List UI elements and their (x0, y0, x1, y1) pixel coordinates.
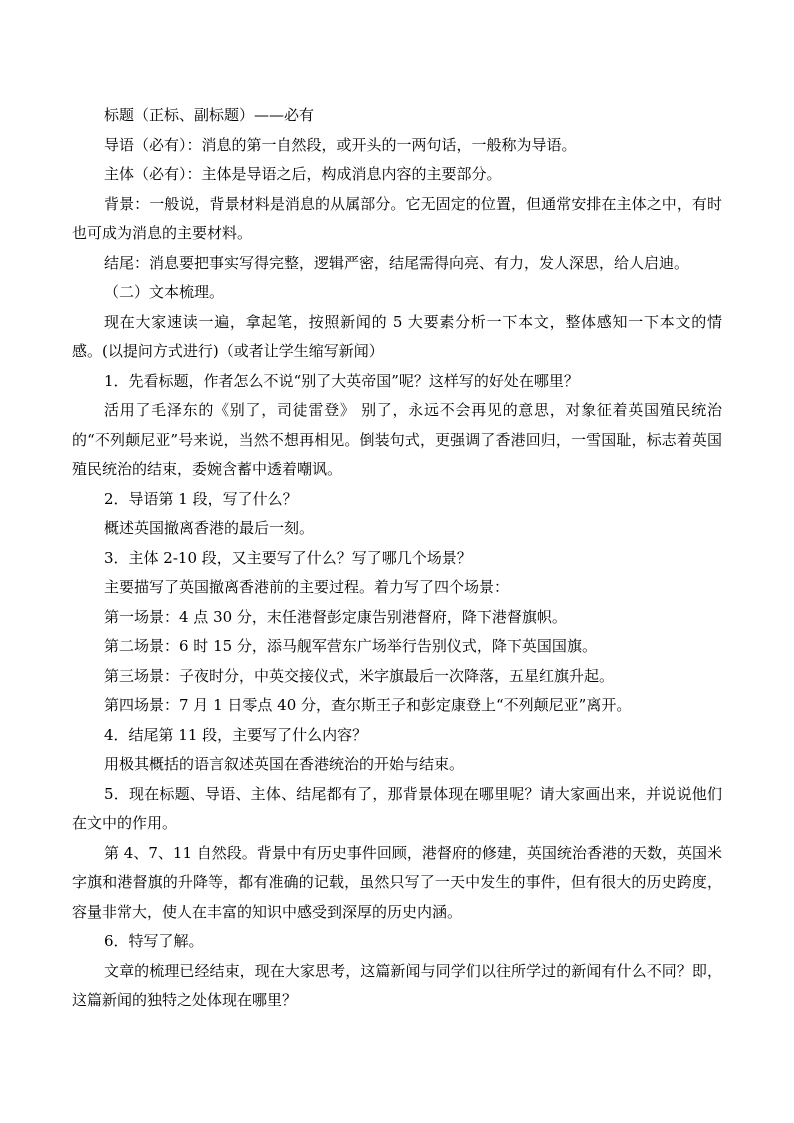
paragraph-body-def: 主体（必有）：主体是导语之后，构成消息内容的主要部分。 (104, 165, 502, 183)
paragraph-background-def: 背景：一般说，背景材料是消息的从属部分。它无固定的位置，但通常安排在主体之中，有时也可成为消息的主要材料。 (72, 194, 722, 242)
paragraph-instructions: 现在大家速读一遍，拿起笔，按照新闻的 5 大要素分析一下本文，整体感知一下本文的情感。(以提问方式进行)（或者让学生缩写新闻） (72, 312, 722, 360)
scene-1: 第一场景：4 点 30 分，末任港督彭定康告别港督府，降下港督旗帜。 (104, 607, 567, 626)
document-body (72, 101, 722, 1016)
closing-paragraph: 文章的梳理已经结束，现在大家思考，这篇新闻与同学们以往所学过的新闻有什么不同？即，这篇新闻的独特之处体现在哪里？ (72, 961, 722, 1009)
scene-4: 第四场景：7 月 1 日零点 40 分，查尔斯王子和彭定康登上“不列颠尼亚”离开。 (104, 696, 632, 714)
scene-3: 第三场景：子夜时分，中英交接仪式，米字旗最后一次降落，五星红旗升起。 (104, 666, 615, 685)
question-6: 6．特写了解。 (104, 932, 204, 950)
question-4: 4．结尾第 11 段，主要写了什么内容？ (104, 725, 368, 744)
answer-5: 第 4、7、11 自然段。背景中有历史事件回顾，港督府的修建，英国统治香港的天数，英国米字旗和港督旗的升降等，都有准确的记载，虽然只写了一天中发生的事件，但有很大的历史跨度，容量非常大，使人在丰富的知识中感受到深厚的历史内涵。 (72, 843, 722, 921)
question-5: 5．现在标题、导语、主体、结尾都有了，那背景体现在哪里呢？请大家画出来，并说说他们在文中的作用。 (72, 784, 722, 832)
question-3: 3．主体 2-10 段，又主要写了什么？写了哪几个场景？ (104, 548, 472, 567)
scene-2: 第二场景：6 时 15 分，添马舰军营东广场举行告别仪式，降下英国国旗。 (104, 637, 597, 655)
paragraph-ending-def: 结尾：消息要把事实写得完整，逻辑严密，结尾需得向亮、有力，发人深思，给人启迪。 (104, 253, 690, 272)
section-heading-text-review: （二）文本梳理。 (104, 283, 225, 301)
answer-1: 活用了毛泽东的《别了，司徒雷登》 别了，永远不会再见的意思，对象征着英国殖民统治的“不列颠尼亚”号来说，当然不想再相见。倒装句式，更强调了香港回归，一雪国耻，标志着英国殖民统治的结束，委婉含蓄中透着嘲讽。 (72, 401, 722, 478)
answer-2: 概述英国撤离香港的最后一刻。 (104, 519, 315, 537)
question-1: 1．先看标题，作者怎么不说“别了大英帝国”呢？这样写的好处在哪里？ (104, 371, 579, 390)
paragraph-lead-def: 导语（必有）：消息的第一自然段，或开头的一两句话，一般称为导语。 (104, 135, 577, 154)
answer-3: 主要描写了英国撤离香港前的主要过程。着力写了四个场景： (104, 578, 510, 596)
answer-4: 用极其概括的语言叙述英国在香港统治的开始与结束。 (104, 755, 465, 773)
paragraph-title-def: 标题（正标、副标题）——必有 (104, 106, 315, 124)
question-2: 2．导语第 1 段，写了什么？ (104, 489, 298, 508)
